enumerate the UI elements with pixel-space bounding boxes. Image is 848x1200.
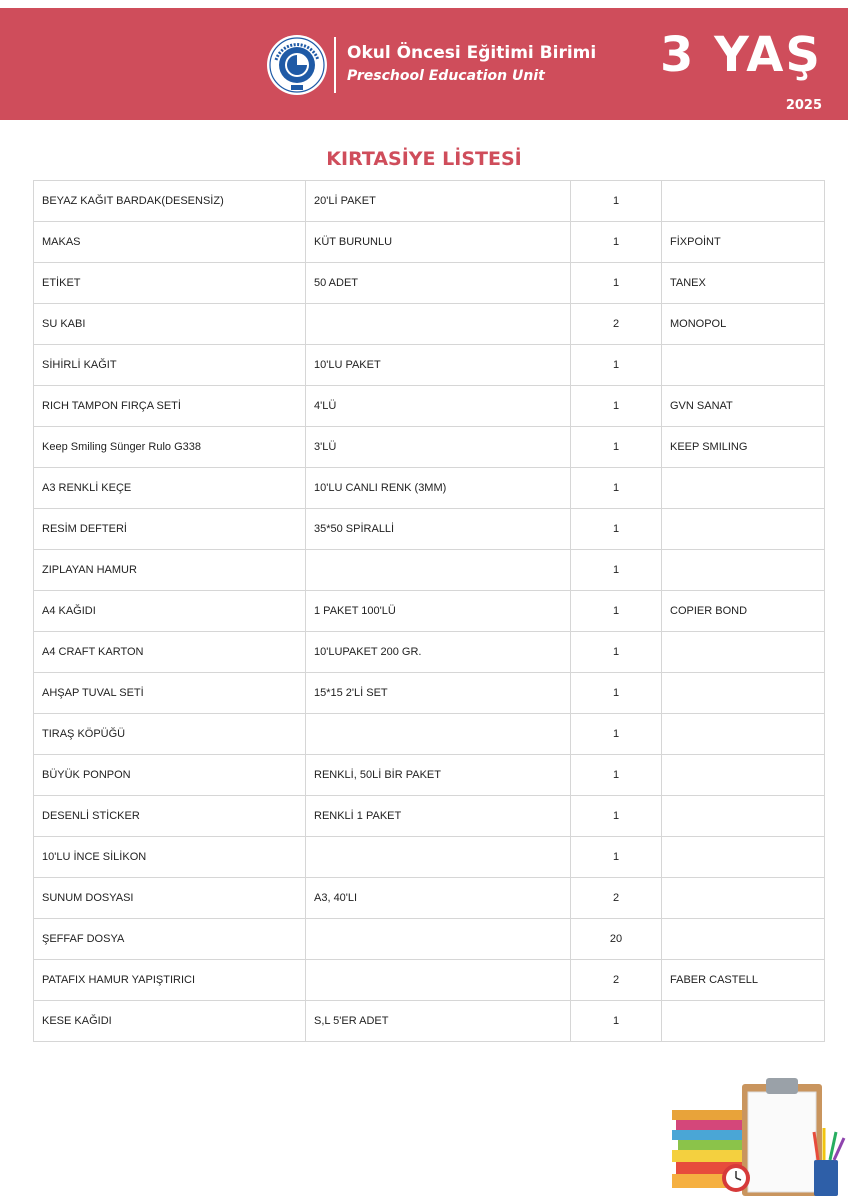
supply-table <box>33 180 825 1042</box>
item-detail-cell: 10'LU PAKET <box>306 345 571 386</box>
table-row <box>34 632 825 673</box>
item-brand-cell <box>662 714 825 755</box>
table-row <box>34 263 825 304</box>
item-detail-cell: S,L 5'ER ADET <box>306 1001 571 1042</box>
item-quantity-cell: 1 <box>571 673 662 714</box>
item-quantity-cell: 1 <box>571 222 662 263</box>
item-detail-cell: RENKLİ 1 PAKET <box>306 796 571 837</box>
item-quantity-cell: 1 <box>571 345 662 386</box>
item-brand-cell <box>662 796 825 837</box>
item-quantity-cell: 1 <box>571 468 662 509</box>
item-brand-cell <box>662 468 825 509</box>
item-brand-cell <box>662 878 825 919</box>
unit-title: Okul Öncesi Eğitimi Birimi <box>347 43 597 63</box>
item-name-cell: RESİM DEFTERİ <box>34 509 306 550</box>
header-divider <box>334 37 336 93</box>
item-detail-cell <box>306 304 571 345</box>
item-detail-cell <box>306 960 571 1001</box>
table-row <box>34 386 825 427</box>
item-brand-cell <box>662 755 825 796</box>
item-quantity-cell: 1 <box>571 632 662 673</box>
item-detail-cell <box>306 837 571 878</box>
item-brand-cell <box>662 509 825 550</box>
item-detail-cell: 35*50 SPİRALLİ <box>306 509 571 550</box>
school-supplies-illustration <box>666 1074 848 1200</box>
table-row <box>34 878 825 919</box>
table-row <box>34 755 825 796</box>
table-row <box>34 919 825 960</box>
table-row <box>34 181 825 222</box>
item-brand-cell <box>662 1001 825 1042</box>
item-brand-cell: GVN SANAT <box>662 386 825 427</box>
item-brand-cell: MONOPOL <box>662 304 825 345</box>
item-quantity-cell: 1 <box>571 837 662 878</box>
university-seal-icon <box>266 34 328 96</box>
item-quantity-cell: 1 <box>571 509 662 550</box>
item-detail-cell: 3'LÜ <box>306 427 571 468</box>
item-quantity-cell: 2 <box>571 960 662 1001</box>
item-name-cell: SUNUM DOSYASI <box>34 878 306 919</box>
item-name-cell: RICH TAMPON FIRÇA SETİ <box>34 386 306 427</box>
item-quantity-cell: 1 <box>571 181 662 222</box>
item-detail-cell <box>306 714 571 755</box>
item-detail-cell: 50 ADET <box>306 263 571 304</box>
item-quantity-cell: 1 <box>571 591 662 632</box>
item-name-cell: BEYAZ KAĞIT BARDAK(DESENSİZ) <box>34 181 306 222</box>
item-quantity-cell: 1 <box>571 755 662 796</box>
item-name-cell: A4 KAĞIDI <box>34 591 306 632</box>
page-title: KIRTASİYE LİSTESİ <box>326 148 522 170</box>
item-name-cell: Keep Smiling Sünger Rulo G338 <box>34 427 306 468</box>
table-row <box>34 837 825 878</box>
unit-subtitle: Preschool Education Unit <box>347 68 545 84</box>
item-detail-cell <box>306 919 571 960</box>
table-row <box>34 550 825 591</box>
item-detail-cell: RENKLİ, 50Lİ BİR PAKET <box>306 755 571 796</box>
item-brand-cell <box>662 181 825 222</box>
item-name-cell: TIRAŞ KÖPÜĞÜ <box>34 714 306 755</box>
item-name-cell: SİHİRLİ KAĞIT <box>34 345 306 386</box>
header-banner <box>0 8 848 120</box>
item-quantity-cell: 1 <box>571 263 662 304</box>
item-brand-cell <box>662 919 825 960</box>
item-name-cell: AHŞAP TUVAL SETİ <box>34 673 306 714</box>
item-detail-cell: 15*15 2'Lİ SET <box>306 673 571 714</box>
item-detail-cell: 20'Lİ PAKET <box>306 181 571 222</box>
item-name-cell: MAKAS <box>34 222 306 263</box>
item-brand-cell: COPIER BOND <box>662 591 825 632</box>
item-name-cell: 10'LU İNCE SİLİKON <box>34 837 306 878</box>
item-detail-cell: 10'LU CANLI RENK (3MM) <box>306 468 571 509</box>
item-name-cell: ETİKET <box>34 263 306 304</box>
age-label: 3 YAŞ <box>660 27 822 83</box>
table-row <box>34 468 825 509</box>
table-row <box>34 345 825 386</box>
item-brand-cell <box>662 673 825 714</box>
item-detail-cell: 10'LUPAKET 200 GR. <box>306 632 571 673</box>
item-name-cell: ŞEFFAF DOSYA <box>34 919 306 960</box>
item-name-cell: SU KABI <box>34 304 306 345</box>
item-quantity-cell: 1 <box>571 550 662 591</box>
item-detail-cell <box>306 550 571 591</box>
table-row <box>34 304 825 345</box>
item-detail-cell: 4'LÜ <box>306 386 571 427</box>
table-row <box>34 796 825 837</box>
table-row <box>34 960 825 1001</box>
item-name-cell: PATAFIX HAMUR YAPIŞTIRICI <box>34 960 306 1001</box>
item-name-cell: A3 RENKLİ KEÇE <box>34 468 306 509</box>
item-name-cell: A4 CRAFT KARTON <box>34 632 306 673</box>
item-detail-cell: A3, 40'LI <box>306 878 571 919</box>
table-row <box>34 427 825 468</box>
item-detail-cell: 1 PAKET 100'LÜ <box>306 591 571 632</box>
item-quantity-cell: 1 <box>571 796 662 837</box>
item-brand-cell: FABER CASTELL <box>662 960 825 1001</box>
item-quantity-cell: 1 <box>571 386 662 427</box>
item-quantity-cell: 1 <box>571 714 662 755</box>
table-row <box>34 222 825 263</box>
item-name-cell: DESENLİ STİCKER <box>34 796 306 837</box>
item-brand-cell: FİXPOİNT <box>662 222 825 263</box>
table-row <box>34 673 825 714</box>
item-brand-cell <box>662 345 825 386</box>
table-row <box>34 1001 825 1042</box>
item-quantity-cell: 20 <box>571 919 662 960</box>
item-brand-cell: TANEX <box>662 263 825 304</box>
item-quantity-cell: 2 <box>571 878 662 919</box>
item-quantity-cell: 1 <box>571 427 662 468</box>
item-name-cell: BÜYÜK PONPON <box>34 755 306 796</box>
table-row <box>34 714 825 755</box>
item-brand-cell: KEEP SMILING <box>662 427 825 468</box>
item-quantity-cell: 2 <box>571 304 662 345</box>
item-brand-cell <box>662 837 825 878</box>
item-brand-cell <box>662 550 825 591</box>
table-row <box>34 591 825 632</box>
item-detail-cell: KÜT BURUNLU <box>306 222 571 263</box>
year-label: 2025 <box>785 98 822 113</box>
item-name-cell: ZIPLAYAN HAMUR <box>34 550 306 591</box>
item-name-cell: KESE KAĞIDI <box>34 1001 306 1042</box>
item-quantity-cell: 1 <box>571 1001 662 1042</box>
item-brand-cell <box>662 632 825 673</box>
table-row <box>34 509 825 550</box>
